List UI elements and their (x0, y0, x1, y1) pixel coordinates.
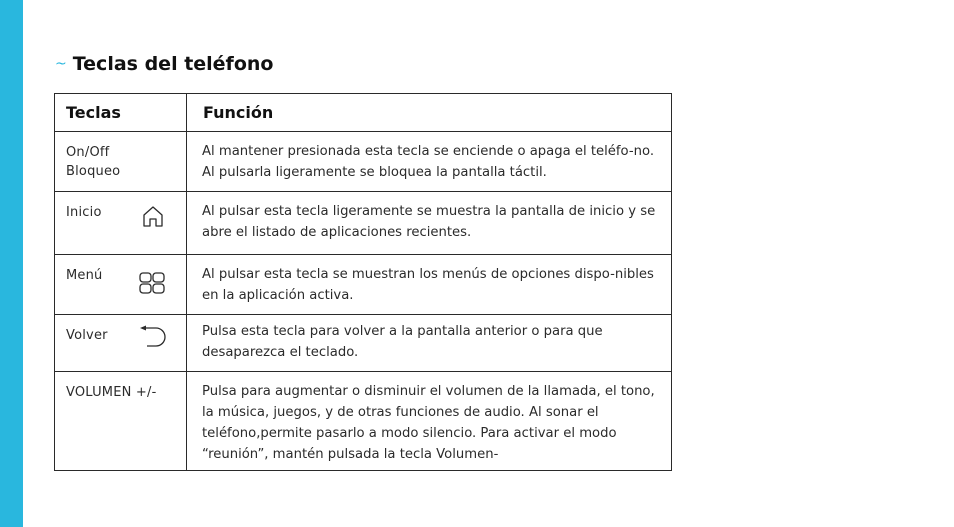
table-header-row (55, 94, 672, 132)
function-cell (187, 192, 672, 255)
key-cell (55, 132, 187, 192)
accent-side-bar (0, 0, 23, 527)
function-description: Pulsa esta tecla para volver a la pantalla anterior o para que desaparezca el teclado. (202, 324, 603, 360)
function-cell (187, 372, 672, 471)
function-description: Al pulsar esta tecla se muestran los menús de opciones dispo-nibles en la aplicación activa. (202, 267, 654, 303)
function-cell (187, 255, 672, 315)
function-cell (187, 315, 672, 372)
keys-table (54, 93, 672, 471)
key-cell (55, 315, 187, 372)
key-cell (55, 192, 187, 255)
home-icon (141, 204, 165, 228)
table-row (55, 132, 672, 192)
function-description: Al mantener presionada esta tecla se enciende o apaga el teléfo-no. Al pulsarla ligeramente se bloquea la pantalla táctil. (202, 144, 655, 180)
key-name: Volver (66, 328, 108, 343)
function-cell (187, 132, 672, 192)
function-description: Al pulsar esta tecla ligeramente se muestra la pantalla de inicio y se abre el listado de aplicaciones recientes. (202, 204, 656, 240)
table-row (55, 315, 672, 372)
key-cell (55, 372, 187, 471)
section-heading (55, 53, 273, 75)
header-keys: Teclas (55, 94, 187, 132)
key-name: VOLUMEN +/- (66, 385, 157, 400)
table-row (55, 192, 672, 255)
key-cell (55, 255, 187, 315)
header-function: Función (187, 94, 672, 132)
table-row (55, 372, 672, 471)
table-row (55, 255, 672, 315)
key-name: Menú (66, 268, 103, 283)
back-arrow-icon (138, 325, 166, 349)
heading-marker: ~ (55, 56, 67, 72)
key-name: On/Off Bloqueo (66, 145, 121, 179)
key-name: Inicio (66, 205, 102, 220)
function-description: Pulsa para augmentar o disminuir el volumen de la llamada, el tono, la música, juegos, y de otras funciones de audio. Al sonar el teléfono,permite pasarlo a modo silencio. Para activar el modo “reunión”, mantén pulsada la tecla Volumen- (202, 384, 655, 462)
heading-title: Teclas del teléfono (72, 53, 274, 75)
menu-grid-icon (139, 272, 165, 294)
